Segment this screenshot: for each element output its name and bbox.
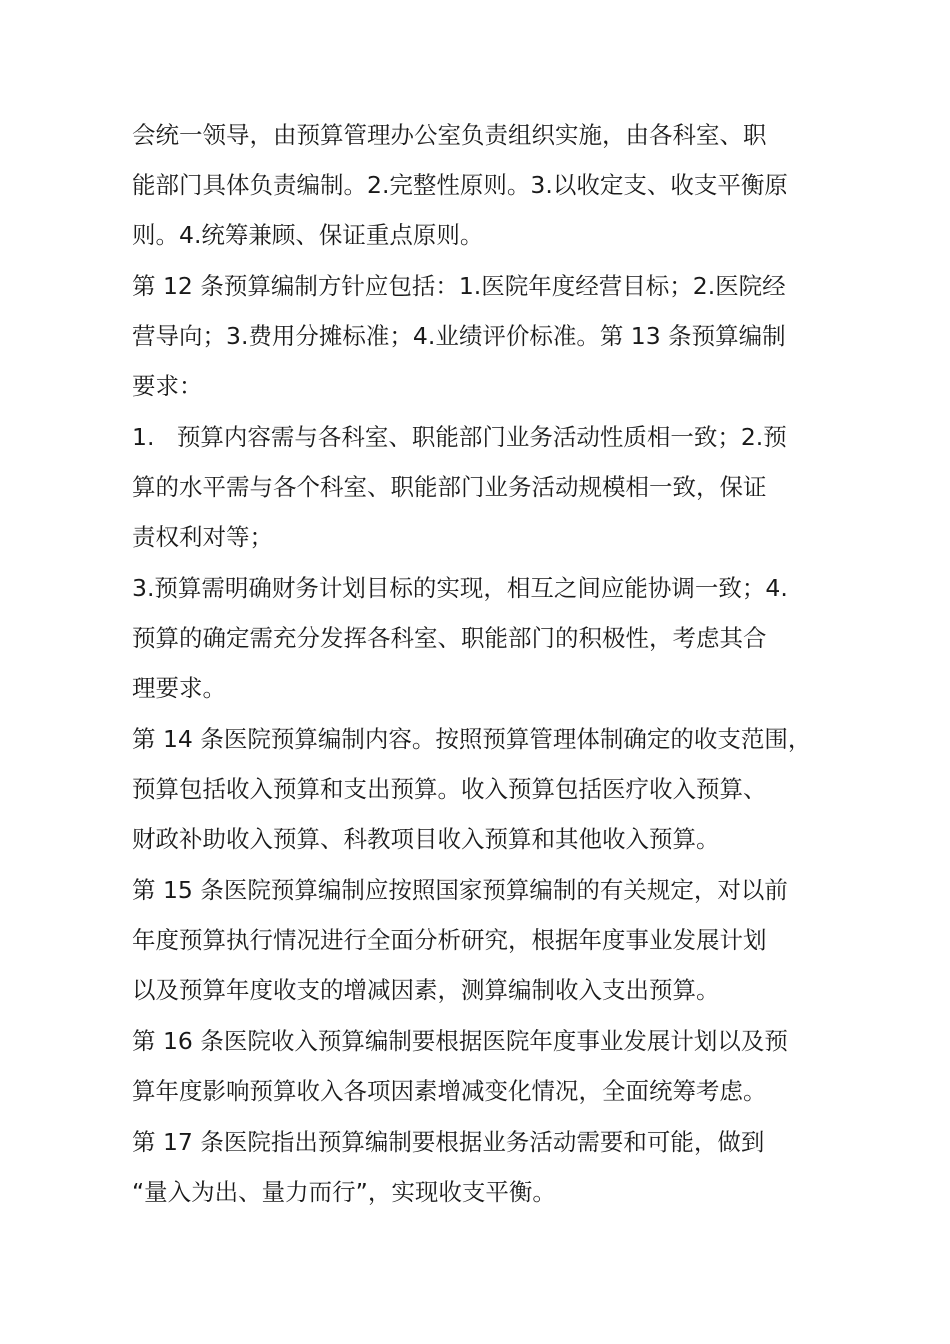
text-line: 第 16 条医院收入预算编制要根据医院年度事业发展计划以及预 — [132, 1027, 788, 1055]
paragraph-requirements-3-4 — [132, 563, 832, 713]
paragraph-article-16 — [132, 1016, 832, 1116]
text-line: “量入为出、量力而行”，实现收支平衡。 — [132, 1178, 556, 1206]
text-line: 1. 预算内容需与各科室、职能部门业务活动性质相一致；2.预 — [132, 423, 787, 451]
text-line: 算的水平需与各个科室、职能部门业务活动规模相一致，保证 — [132, 473, 767, 501]
document-page — [132, 110, 832, 1217]
text-line: 营导向；3.费用分摊标准；4.业绩评价标准。第 13 条预算编制 — [132, 322, 786, 350]
paragraph-article-15 — [132, 865, 832, 1015]
text-line: 第 14 条医院预算编制内容。按照预算管理体制确定的收支范围， — [132, 725, 812, 753]
text-line: 年度预算执行情况进行全面分析研究，根据年度事业发展计划 — [132, 926, 767, 954]
text-line: 财政补助收入预算、科教项目收入预算和其他收入预算。 — [132, 825, 720, 853]
text-line: 3.预算需明确财务计划目标的实现，相互之间应能协调一致；4. — [132, 574, 788, 602]
text-line: 预算包括收入预算和支出预算。收入预算包括医疗收入预算、 — [132, 775, 767, 803]
text-line: 算年度影响预算收入各项因素增减变化情况，全面统筹考虑。 — [132, 1077, 767, 1105]
text-line: 预算的确定需充分发挥各科室、职能部门的积极性，考虑其合 — [132, 624, 767, 652]
paragraph-article-12 — [132, 261, 832, 411]
text-line: 理要求。 — [132, 674, 226, 702]
text-line: 以及预算年度收支的增减因素，测算编制收入支出预算。 — [132, 976, 720, 1004]
paragraph-requirements-1-2 — [132, 412, 832, 562]
text-line: 第 15 条医院预算编制应按照国家预算编制的有关规定，对以前 — [132, 876, 788, 904]
paragraph-article-17 — [132, 1117, 832, 1217]
paragraph-principles-continued — [132, 110, 832, 260]
text-line: 第 17 条医院指出预算编制要根据业务活动需要和可能，做到 — [132, 1128, 765, 1156]
paragraph-article-14 — [132, 714, 832, 864]
text-line: 责权利对等； — [132, 523, 273, 551]
text-line: 会统一领导，由预算管理办公室负责组织实施，由各科室、职 — [132, 121, 767, 149]
text-line: 能部门具体负责编制。2.完整性原则。3.以收定支、收支平衡原 — [132, 171, 788, 199]
text-line: 要求： — [132, 372, 203, 400]
text-line: 第 12 条预算编制方针应包括：1.医院年度经营目标；2.医院经 — [132, 272, 786, 300]
text-line: 则。4.统筹兼顾、保证重点原则。 — [132, 221, 484, 249]
